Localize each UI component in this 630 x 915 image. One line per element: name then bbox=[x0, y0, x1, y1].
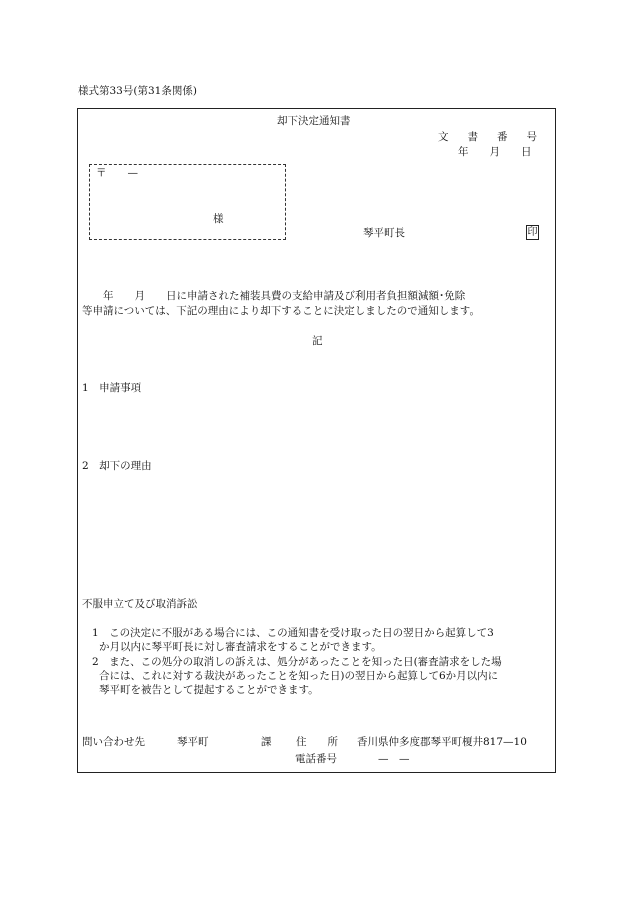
appeal-paragraph-1-line-1: 1 この決定に不服がある場合には、この通知書を受け取った日の翌日から起算して3 bbox=[92, 627, 494, 639]
body-text-line-1: 年 月 日に申請された補装具費の支給申請及び利用者負担額減額･免除 bbox=[82, 290, 466, 302]
document-title: 却下決定通知書 bbox=[277, 115, 351, 127]
doc-number-char: 書 bbox=[467, 131, 478, 143]
inquiry-tel: — — bbox=[378, 753, 410, 765]
appeal-paragraph-2-line-3: 琴平町を被告として提起することができます。 bbox=[99, 684, 319, 696]
inquiry-town: 琴平町 bbox=[177, 736, 209, 748]
document-number-label bbox=[438, 131, 537, 144]
date-line: 年 月 日 bbox=[458, 146, 532, 158]
inquiry-label: 問い合わせ先 bbox=[82, 736, 145, 748]
appeal-paragraph-2-line-1: 2 また、この処分の取消しの訴えは、処分があったことを知った日(審査請求をした場 bbox=[92, 656, 502, 668]
inquiry-address-label: 住 所 bbox=[296, 736, 338, 748]
appeal-paragraph-1-line-2: か月以内に琴平町長に対し審査請求をすることができます。 bbox=[99, 641, 382, 653]
inquiry-address: 香川県仲多度郡琴平町榎井817—10 bbox=[357, 736, 527, 748]
issuer-name: 琴平町長 bbox=[363, 227, 405, 239]
appeal-heading: 不服申立て及び取消訴訟 bbox=[82, 598, 198, 610]
appeal-paragraph-2-line-2: 合には、これに対する裁決があったことを知った日)の翌日から起算して6か月以内に bbox=[99, 670, 499, 682]
doc-number-char: 番 bbox=[497, 131, 508, 143]
doc-number-char: 号 bbox=[526, 131, 537, 143]
seal-mark: 印 bbox=[527, 227, 538, 238]
doc-number-char: 文 bbox=[438, 131, 449, 143]
form-number: 様式第33号(第31条関係) bbox=[78, 85, 197, 97]
inquiry-section: 課 bbox=[261, 736, 272, 748]
item-rejection-reason: 2 却下の理由 bbox=[82, 460, 152, 472]
inquiry-tel-label: 電話番号 bbox=[295, 753, 337, 765]
body-text-line-2: 等申請については、下記の理由により却下することに決定しましたので通知します。 bbox=[82, 305, 480, 317]
ki-heading: 記 bbox=[312, 335, 323, 347]
recipient-honorific: 様 bbox=[213, 213, 224, 225]
postal-code: 〒 — bbox=[96, 167, 138, 179]
item-application: 1 申請事項 bbox=[82, 382, 142, 394]
